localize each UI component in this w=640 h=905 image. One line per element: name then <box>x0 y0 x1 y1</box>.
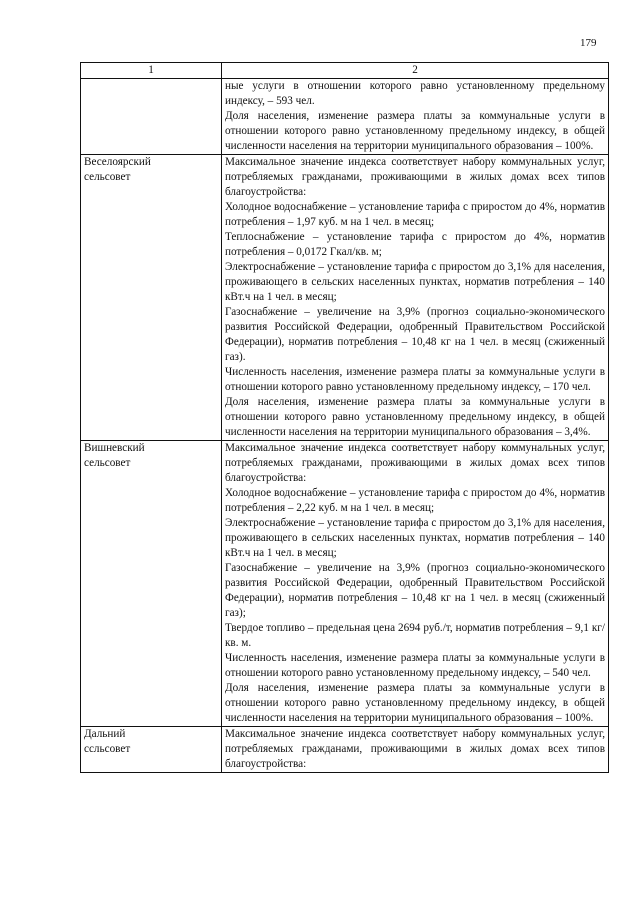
description-cell <box>222 441 609 727</box>
paragraph: Твердое топливо – предельная цена 2694 руб./т, норматив потребления – 9,1 кг/кв. м. <box>225 622 605 649</box>
paragraph: Доля населения, изменение размера платы за коммунальные услуги в отношении которого равно установленному предельному индексу, в общей численности населения на территории муниципального образования – 3,4%. <box>225 396 605 438</box>
table-row <box>81 79 609 155</box>
table-row <box>81 727 609 773</box>
paragraph: Максимальное значение индекса соответствует набору коммунальных услуг, потребляемых гражданами, проживающими в жилых домах всех типов благоустройства: <box>225 442 605 484</box>
municipality-cell <box>81 441 222 727</box>
paragraph: Электроснабжение – установление тарифа с приростом до 3,1% для населения, проживающего в сельских населенных пунктах, норматив потребления – 140 кВт.ч на 1 чел. в месяц; <box>225 261 605 303</box>
paragraph: Теплоснабжение – установление тарифа с приростом до 4%, норматив потребления – 0,0172 Гкал/кв. м; <box>225 231 605 258</box>
description-cell <box>222 727 609 773</box>
indices-table <box>80 62 609 773</box>
table-row <box>81 155 609 441</box>
paragraph: Холодное водоснабжение – установление тарифа с приростом до 4%, норматив потребления – 2,22 куб. м на 1 чел. в месяц; <box>225 487 605 514</box>
municipality-type: сельсовет <box>84 171 131 183</box>
municipality-name: Веселоярский <box>84 156 151 168</box>
column-header-2: 2 <box>222 63 609 79</box>
table-header-row <box>81 63 609 79</box>
paragraph: Доля населения, изменение размера платы за коммунальные услуги в отношении которого равно установленному предельному индексу, в общей численности населения на территории муниципального образования – 100%. <box>225 110 605 152</box>
column-header-1: 1 <box>81 63 222 79</box>
paragraph: Максимальное значение индекса соответствует набору коммунальных услуг, потребляемых гражданами, проживающими в жилых домах всех типов благоустройства: <box>225 728 605 770</box>
municipality-cell <box>81 155 222 441</box>
table-row <box>81 441 609 727</box>
paragraph: Холодное водоснабжение – установление тарифа с приростом до 4%, норматив потребления – 1,97 куб. м на 1 чел. в месяц; <box>225 201 605 228</box>
paragraph: Газоснабжение – увеличение на 3,9% (прогноз социально-экономического развития Российской Федерации, одобренный Правительством Российской Федерации), норматив потребления – 10,48 кг на 1 чел. в месяц (сжиженный газ); <box>225 562 605 619</box>
page-number: 179 <box>580 37 597 49</box>
municipality-type: ссльсовет <box>84 743 131 755</box>
description-cell <box>222 79 609 155</box>
municipality-name: Вишневский <box>84 442 145 454</box>
municipality-cell <box>81 727 222 773</box>
description-cell <box>222 155 609 441</box>
paragraph: Доля населения, изменение размера платы за коммунальные услуги в отношении которого равно установленному предельному индексу, в общей численности населения на территории муниципального образования – 100%. <box>225 682 605 724</box>
paragraph: ные услуги в отношении которого равно установленному предельному индексу, – 593 чел. <box>225 80 605 107</box>
paragraph: Газоснабжение – увеличение на 3,9% (прогноз социально-экономического развития Российской Федерации, одобренный Правительством Российской Федерации), норматив потребления – 10,48 кг на 1 чел. в месяц (сжиженный газ). <box>225 306 605 363</box>
paragraph: Численность населения, изменение размера платы за коммунальные услуги в отношении которого равно установленному предельному индексу, – 540 чел. <box>225 652 605 679</box>
municipality-type: сельсовет <box>84 457 131 469</box>
paragraph: Численность населения, изменение размера платы за коммунальные услуги в отношении которого равно установленному предельному индексу, – 170 чел. <box>225 366 605 393</box>
municipality-name: Дальний <box>84 728 126 740</box>
paragraph: Максимальное значение индекса соответствует набору коммунальных услуг, потребляемых гражданами, проживающими в жилых домах всех типов благоустройства: <box>225 156 605 198</box>
municipality-cell <box>81 79 222 155</box>
paragraph: Электроснабжение – установление тарифа с приростом до 3,1% для населения, проживающего в сельских населенных пунктах, норматив потребления – 140 кВт.ч на 1 чел. в месяц; <box>225 517 605 559</box>
